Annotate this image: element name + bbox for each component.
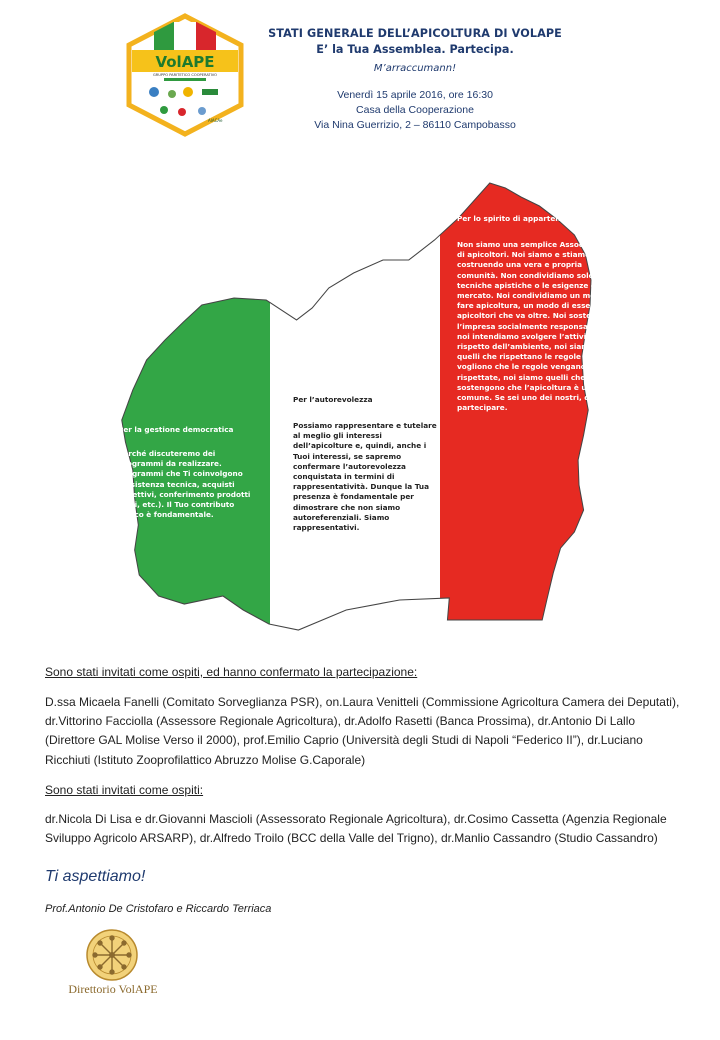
green-body: Perché discuteremo dei programmi da realizzare. Programmi che Ti coinvolgono (assistenza tecnica, acquisti collettivi, conferimento prodotti finiti, etc.). Il Tuo contributo critico è fondamentale.	[118, 449, 251, 520]
invited-guests-heading: Sono stati invitati come ospiti:	[45, 783, 204, 797]
svg-text:VolAPE: VolAPE	[155, 53, 215, 71]
green-heading: Per la gestione democratica	[118, 425, 234, 434]
event-tagline: M’arraccumann!	[373, 63, 457, 74]
confirmed-guests-list: D.ssa Micaela Fanelli (Comitato Sorveglianza PSR), on.Laura Venitteli (Commissione Agricoltura Camera dei Deputati), dr.Vittorino Facciolla (Assessore Regionale Agricoltura), dr.Adolfo Rasetti (Banca Prossima), dr.Antonio Di Lallo (Direttore GAL Molise Verso il 2000), prof.Emilio Caprio (Università degli Studi di Napoli “Federico II”), dr.Luciano Ricchiuti (Istituto Zooprofilattico Abruzzo Molise G.Caporale)	[45, 695, 680, 767]
directorate-name: Direttorio VolAPE	[68, 982, 158, 996]
closing-wait: Ti aspettiamo!	[45, 868, 146, 885]
logo-caption: GRUPPO PARITETICO COOPERATIVO	[153, 73, 217, 77]
invited-guests-list: dr.Nicola Di Lisa e dr.Giovanni Mascioli (Assessorato Regionale Agricoltura), dr.Cosimo Cassetta (Agenzia Regionale Sviluppo Agricolo ARSARP), dr.Alfredo Troilo (BCC della Valle del Trigno), dr.Manlio Cassandro (Studio Cassandro)	[45, 812, 667, 846]
red-heading: Per lo spirito di appartenenza	[457, 214, 580, 223]
signature: Prof.Antonio De Cristofaro e Riccardo Terriaca	[45, 903, 272, 915]
svg-text:AIACAe: AIACAe	[208, 118, 223, 123]
event-date: Venerdì 15 aprile 2016, ore 16:30	[337, 89, 493, 101]
white-heading: Per l’autorevolezza	[293, 395, 373, 404]
white-body: Possiamo rappresentare e tutelare al meglio gli interessi dell’apicolture e, quindi, anche i Tuoi interessi, se sapremo confermare l’autorevolezza conquistata in termini di rappresentatività. Dunque la Tua presenza è fondamentale per dimostrare che non siamo autoreferenziali. Siamo rappresentativi.	[293, 421, 437, 533]
confirmed-guests-heading: Sono stati invitati come ospiti, ed hanno confermato la partecipazione:	[45, 665, 418, 679]
volape-logo	[124, 12, 246, 138]
event-title: STATI GENERALE DELL’APICOLTURA DI VOLAPE	[268, 27, 562, 40]
map-white-band	[270, 180, 440, 640]
event-address: Via Nina Guerrizio, 2 – 86110 Campobasso	[314, 119, 516, 131]
red-body: Non siamo una semplice Associazione di apicoltori. Noi siamo e stiamo costruendo una vera e propria comunità. Non condividiamo solo le tecniche apistiche o le esigenze di mercato. Noi condividiamo un modo di fare apicoltura, un modo di essere apicoltori che va oltre. Noi sosteniamo l’impresa socialmente responsabile, noi intendiamo svolgere l’attività nel rispetto dell’ambiente, noi siamo quelli che rispettano le regole e vogliono che le regole vengano rispettate, noi siamo quelli che sostengono che l’apicoltura è un bene comune. Se sei uno dei nostri, devi partecipare.	[457, 240, 617, 413]
event-place: Casa della Cooperazione	[356, 104, 474, 116]
event-subtitle: E’ la Tua Assemblea. Partecipa.	[316, 43, 514, 56]
